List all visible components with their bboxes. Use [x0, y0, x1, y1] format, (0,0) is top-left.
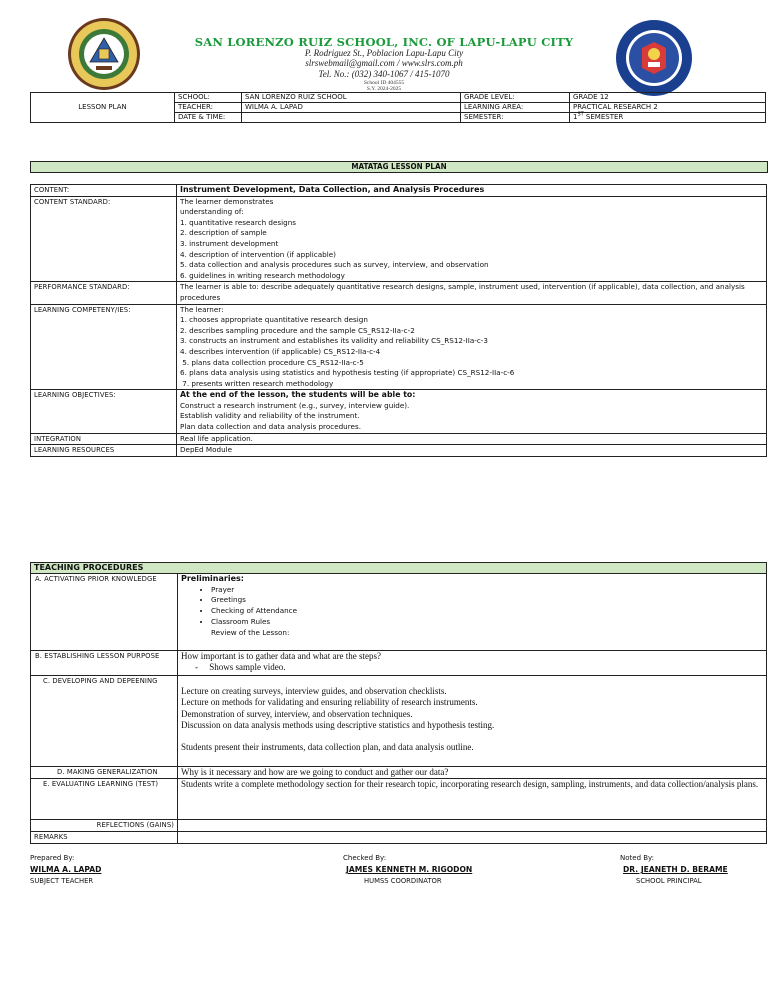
standard-line: 2. description of sample [180, 228, 267, 238]
date-value [242, 113, 461, 123]
noted-label: Noted By: [620, 854, 655, 862]
establishing-label: B. ESTABLISHING LESSON PURPOSE [31, 651, 178, 676]
resources-value: DepEd Module [177, 445, 767, 457]
developing-line: Lecture on methods for validating and ensuring reliability of research instruments. [181, 697, 478, 708]
checked-role: HUMSS COORDINATOR [364, 877, 442, 885]
integration-label: INTEGRATION [31, 433, 177, 445]
preliminaries-list [181, 585, 763, 628]
school-contact: slrswebmail@gmail.com / www.slrs.com.ph [305, 58, 463, 68]
noted-name: DR. JEANETH D. BERAME [623, 865, 728, 874]
developing-line: Discussion on data analysis methods using descriptive statistics and hypothesis testing. [181, 720, 495, 731]
plan-title: MATATAG LESSON PLAN [30, 161, 768, 173]
prepared-label: Prepared By: [30, 854, 75, 862]
noted-role: SCHOOL PRINCIPAL [636, 877, 702, 885]
standard-line: 5. data collection and analysis procedures such as survey, interview, and observation [180, 260, 489, 270]
performance-label: PERFORMANCE STANDARD: [31, 282, 177, 304]
objectives-head: At the end of the lesson, the students will be able to: [180, 390, 416, 400]
school-label: SCHOOL: [175, 93, 242, 103]
procedures-title: TEACHING PROCEDURES [31, 563, 767, 574]
school-address: P. Rodriguez St., Poblacion Lapu-Lapu City [304, 48, 464, 58]
school-id: School ID 404555 [363, 80, 405, 86]
activating-value [178, 574, 767, 651]
resources-label: LEARNING RESOURCES [31, 445, 177, 457]
establishing-value [178, 651, 767, 676]
objective-line: Establish validity and reliability of the instrument. [180, 411, 360, 421]
objective-line: Construct a research instrument (e.g., survey, interview guide). [180, 400, 410, 410]
school-year: S.Y. 2024-2025 [366, 86, 402, 92]
establishing-line: - Shows sample video. [195, 662, 286, 673]
lesson-plan-label: LESSON PLAN [31, 93, 175, 123]
area-value: PRACTICAL RESEARCH 2 [570, 103, 766, 113]
competency-line: 1. chooses appropriate quantitative research design [180, 315, 368, 325]
school-value: SAN LORENZO RUIZ SCHOOL [242, 93, 461, 103]
standard-line: 3. instrument development [180, 238, 279, 248]
generalization-label: D. MAKING GENERALIZATION [31, 767, 178, 779]
competency-line: 6. plans data analysis using statistics and hypothesis testing (if appropriate) CS_RS12-IIa-c-6 [180, 368, 515, 378]
objective-line: Plan data collection and data analysis procedures. [180, 422, 361, 432]
reflections-value [178, 820, 767, 832]
area-label: LEARNING AREA: [461, 103, 570, 113]
standard-line: 1. quantitative research designs [180, 217, 296, 227]
list-item: • Checking of Attendance [211, 606, 763, 617]
developing-value [178, 676, 767, 767]
integration-value: Real life application. [177, 433, 767, 445]
remarks-label: REMARKS [31, 832, 178, 844]
competency-label: LEARNING COMPETENY/IES: [31, 304, 177, 390]
standard-label: CONTENT STANDARD: [31, 196, 177, 282]
list-item: • Classroom Rules [211, 617, 763, 628]
evaluating-label: E. EVALUATING LEARNING (TEST) [31, 779, 178, 820]
school-name: SAN LORENZO RUIZ SCHOOL, INC. OF LAPU-LAPU CITY [194, 35, 574, 49]
review-line: Review of the Lesson: [211, 627, 290, 637]
list-item: • Prayer [211, 585, 763, 596]
standard-value [177, 196, 767, 282]
objectives-label: LEARNING OBJECTIVES: [31, 390, 177, 433]
prepared-name: WILMA A. LAPAD [30, 865, 102, 874]
competency-line: 4. describes intervention (if applicable) CS_RS12-IIa-c-4 [180, 346, 381, 356]
competency-value [177, 304, 767, 390]
standard-line: 6. guidelines in writing research methodology [180, 270, 345, 280]
checked-label: Checked By: [343, 854, 387, 862]
grade-value: GRADE 12 [570, 93, 766, 103]
establishing-line: How important is to gather data and what are the steps? [181, 651, 381, 661]
standard-line: understanding of: [180, 207, 244, 217]
performance-value: The learner is able to: describe adequately quantitative research designs, sample, instrument used, intervention (if applicable), data collection, and analysis procedures [177, 282, 767, 304]
standard-line: 4. description of intervention (if applicable) [180, 249, 336, 259]
developing-label: C. DEVELOPING AND DEPEENING [31, 676, 178, 767]
content-value: Instrument Development, Data Collection, and Analysis Procedures [177, 185, 767, 197]
competency-line: 7. presents written research methodology [180, 378, 334, 388]
reflections-label: REFLECTIONS (GAINS) [31, 820, 178, 832]
developing-line: Lecture on creating surveys, interview guides, and observation checklists. [181, 686, 447, 696]
preliminaries-head: Preliminaries: [181, 574, 244, 583]
procedures-table [30, 562, 767, 844]
competency-line: 2. describes sampling procedure and the sample CS_RS12-IIa-c-2 [180, 325, 415, 335]
checked-name: JAMES KENNETH M. RIGODON [346, 865, 473, 874]
evaluating-value: Students write a complete methodology section for their research topic, incorporating research design, sampling, instruments, and data collection/analysis plans. [178, 779, 767, 820]
developing-line: Students present their instruments, data collection plan, and data analysis outline. [181, 741, 474, 752]
info-table [30, 92, 766, 123]
school-tel: Tel. No.: (032) 340-1067 / 415-1070 [318, 69, 450, 79]
competency-line: The learner: [180, 304, 224, 314]
date-label: DATE & TIME: [175, 113, 242, 123]
semester-value: 1ST SEMESTER [570, 113, 766, 123]
teacher-value: WILMA A. LAPAD [242, 103, 461, 113]
list-item: • Greetings [211, 595, 763, 606]
grade-label: GRADE LEVEL: [461, 93, 570, 103]
plan-table [30, 184, 767, 457]
prepared-role: SUBJECT TEACHER [30, 877, 94, 885]
generalization-value: Why is it necessary and how are we going to conduct and gather our data? [178, 767, 767, 779]
competency-line: 5. plans data collection procedure CS_RS12-IIa-c-5 [180, 357, 364, 367]
activating-label: A. ACTIVATING PRIOR KNOWLEDGE [31, 574, 178, 651]
competency-line: 3. constructs an instrument and establishes its validity and reliability CS_RS12-IIa-c-3 [180, 336, 488, 346]
objectives-value [177, 390, 767, 433]
teacher-label: TEACHER: [175, 103, 242, 113]
remarks-value [178, 832, 767, 844]
semester-label: SEMESTER: [461, 113, 570, 123]
developing-line: Demonstration of survey, interview, and observation techniques. [181, 708, 413, 719]
standard-line: The learner demonstrates [180, 196, 274, 206]
content-label: CONTENT: [31, 185, 177, 197]
